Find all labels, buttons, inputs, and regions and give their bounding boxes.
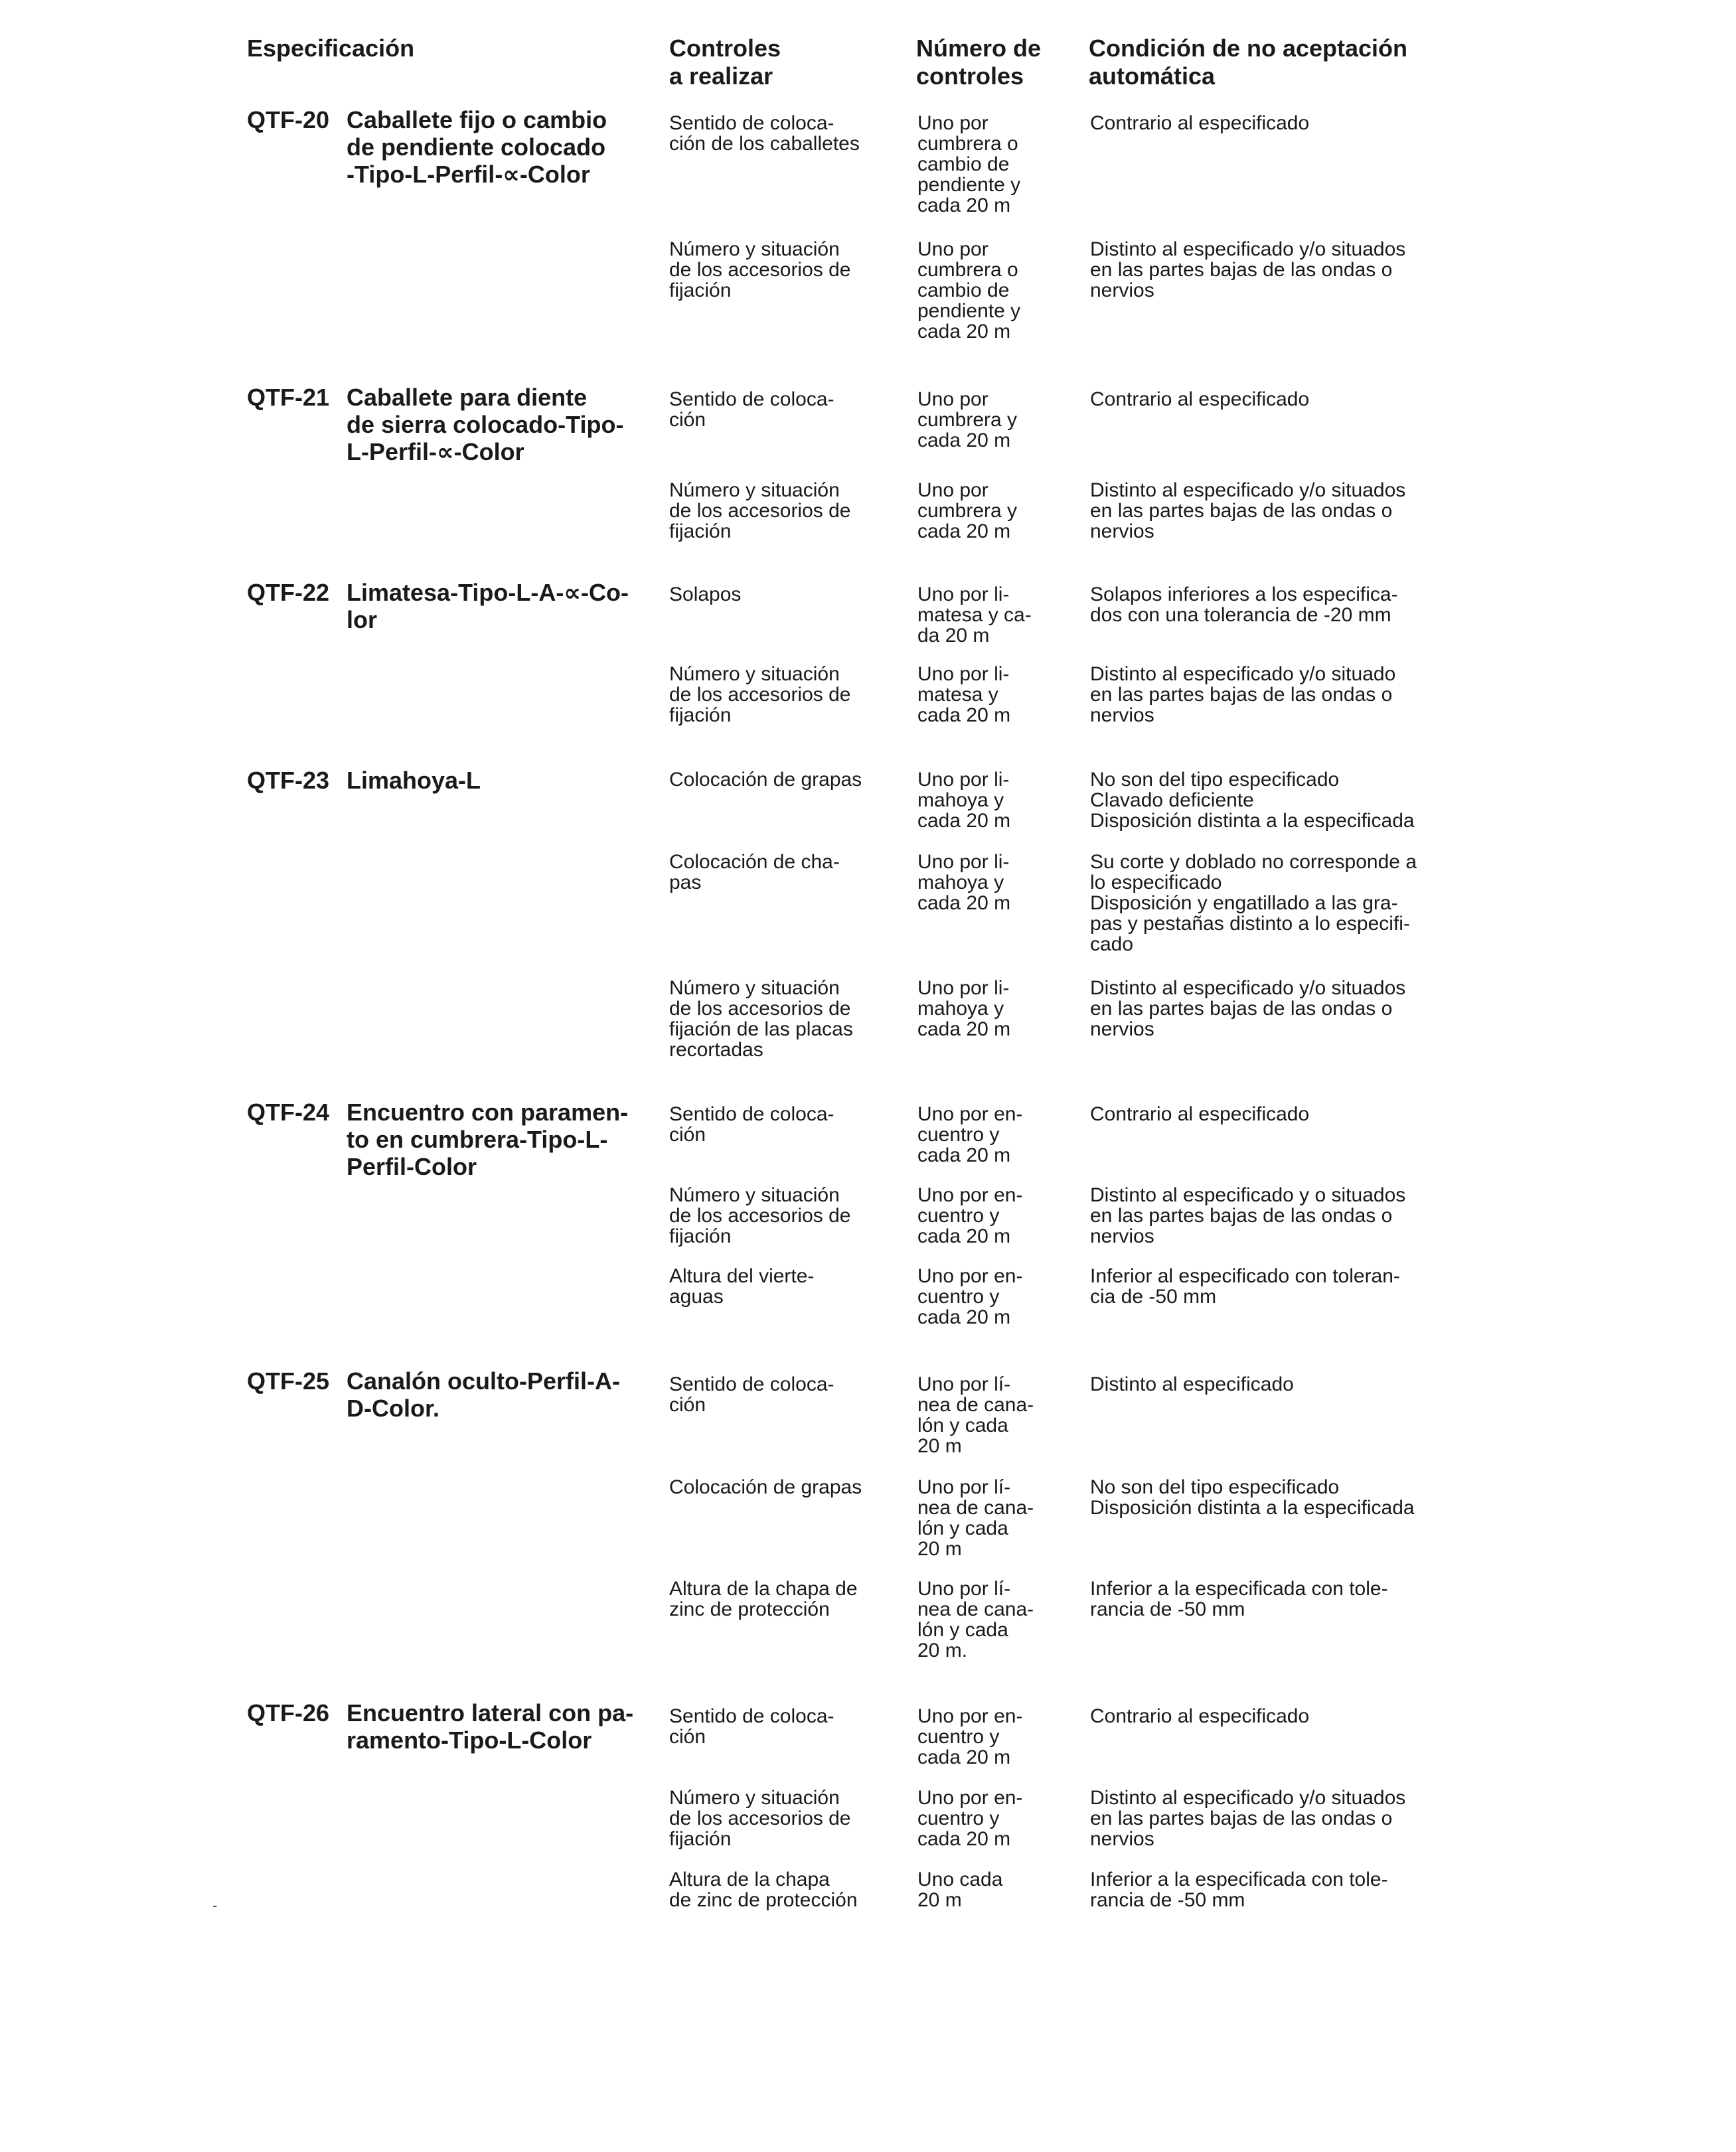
control-text: Sentido de coloca- ción: [669, 388, 834, 431]
control-condition: Contrario al especificado: [1090, 1705, 1310, 1727]
control-text: Altura de la chapa de zinc de protección: [669, 1578, 858, 1620]
control-number: Uno por li- matesa y cada 20 m: [917, 663, 1011, 726]
control-text: Sentido de coloca- ción: [669, 1705, 834, 1748]
control-number: Uno cada 20 m: [917, 1869, 1003, 1911]
control-condition: Distinto al especificado y o situados en las partes bajas de las ondas o nervios: [1090, 1184, 1406, 1247]
control-condition: Distinto al especificado y/o situados en las partes bajas de las ondas o nervios: [1090, 977, 1406, 1040]
header-number: Número de controles: [916, 35, 1042, 90]
spec-code: QTF-23: [247, 767, 330, 794]
spec-code: QTF-20: [247, 106, 330, 133]
spec-title: Limatesa-Tipo-L-A-∝-Co- lor: [347, 579, 629, 633]
spec-title: Canalón oculto-Perfil-A- D-Color.: [347, 1367, 620, 1422]
control-number: Uno por en- cuentro y cada 20 m: [917, 1705, 1023, 1768]
header-spec: Especificación: [247, 35, 415, 62]
control-condition: Contrario al especificado: [1090, 388, 1310, 410]
control-number: Uno por en- cuentro y cada 20 m: [917, 1184, 1023, 1247]
control-text: Colocación de grapas: [669, 1476, 862, 1498]
spec-title: Encuentro con paramen- to en cumbrera-Tipo-L- Perfil-Color: [347, 1099, 629, 1180]
control-number: Uno por lí- nea de cana- lón y cada 20 m: [917, 1476, 1034, 1560]
control-text: Colocación de grapas: [669, 769, 862, 791]
control-condition: Solapos inferiores a los especifica- dos con una tolerancia de -20 mm: [1090, 583, 1398, 626]
control-condition: Inferior al especificado con toleran- cia de -50 mm: [1090, 1265, 1400, 1308]
control-text: Sentido de coloca- ción: [669, 1373, 834, 1416]
control-condition: Su corte y doblado no corresponde a lo especificado Disposición y engatillado a las gra- pas y pestañas distinto a lo especifi- cado: [1090, 851, 1417, 955]
control-text: Número y situación de los accesorios de fijación: [669, 1184, 851, 1247]
spec-title: Encuentro lateral con pa- ramento-Tipo-L-Color: [347, 1699, 634, 1754]
control-condition: Contrario al especificado: [1090, 112, 1310, 134]
control-number: Uno por li- mahoya y cada 20 m: [917, 851, 1011, 914]
control-number: Uno por lí- nea de cana- lón y cada 20 m: [917, 1373, 1034, 1457]
control-number: Uno por cumbrera y cada 20 m: [917, 479, 1018, 542]
spec-code: QTF-26: [247, 1699, 330, 1727]
control-condition: Inferior a la especificada con tole- rancia de -50 mm: [1090, 1578, 1388, 1620]
control-number: Uno por cumbrera o cambio de pendiente y cada 20 m: [917, 112, 1021, 216]
control-number: Uno por lí- nea de cana- lón y cada 20 m.: [917, 1578, 1034, 1661]
spec-title: Caballete para diente de sierra colocado-Tipo- L-Perfil-∝-Color: [347, 384, 624, 465]
spec-code: QTF-24: [247, 1099, 330, 1126]
control-number: Uno por en- cuentro y cada 20 m: [917, 1787, 1023, 1850]
control-number: Uno por en- cuentro y cada 20 m: [917, 1103, 1023, 1166]
control-condition: Distinto al especificado y/o situados en las partes bajas de las ondas o nervios: [1090, 1787, 1406, 1850]
control-text: Número y situación de los accesorios de fijación de las placas recortadas: [669, 977, 853, 1061]
control-condition: No son del tipo especificado Disposición distinta a la especificada: [1090, 1476, 1415, 1519]
control-condition: Contrario al especificado: [1090, 1103, 1310, 1125]
spec-title: Caballete fijo o cambio de pendiente colocado -Tipo-L-Perfil-∝-Color: [347, 106, 607, 188]
control-text: Sentido de coloca- ción de los caballetes: [669, 112, 860, 155]
control-number: Uno por li- matesa y ca- da 20 m: [917, 583, 1032, 647]
control-condition: Distinto al especificado y/o situados en las partes bajas de las ondas o nervios: [1090, 238, 1406, 301]
control-condition: Distinto al especificado y/o situado en las partes bajas de las ondas o nervios: [1090, 663, 1396, 726]
control-condition: Distinto al especificado: [1090, 1373, 1294, 1395]
control-text: Número y situación de los accesorios de fijación: [669, 479, 851, 542]
spec-code: QTF-22: [247, 579, 330, 606]
control-number: Uno por cumbrera y cada 20 m: [917, 388, 1018, 451]
control-text: Altura de la chapa de zinc de protección: [669, 1869, 858, 1911]
control-number: Uno por cumbrera o cambio de pendiente y cada 20 m: [917, 238, 1021, 343]
control-text: Número y situación de los accesorios de fijación: [669, 1787, 851, 1850]
control-text: Número y situación de los accesorios de fijación: [669, 663, 851, 726]
control-number: Uno por li- mahoya y cada 20 m: [917, 769, 1011, 832]
control-text: Colocación de cha- pas: [669, 851, 840, 893]
control-text: Número y situación de los accesorios de fijación: [669, 238, 851, 301]
control-text: Altura del vierte- aguas: [669, 1265, 815, 1308]
header-controls: Controles a realizar: [669, 35, 781, 90]
control-number: Uno por en- cuentro y cada 20 m: [917, 1265, 1023, 1328]
control-condition: Inferior a la especificada con tole- rancia de -50 mm: [1090, 1869, 1388, 1911]
scan-speck: -: [212, 1897, 218, 1914]
spec-title: Limahoya-L: [347, 767, 481, 794]
control-text: Solapos: [669, 583, 742, 605]
control-number: Uno por li- mahoya y cada 20 m: [917, 977, 1011, 1040]
control-condition: No son del tipo especificado Clavado deficiente Disposición distinta a la especificada: [1090, 769, 1415, 832]
control-text: Sentido de coloca- ción: [669, 1103, 834, 1146]
control-condition: Distinto al especificado y/o situados en las partes bajas de las ondas o nervios: [1090, 479, 1406, 542]
spec-code: QTF-21: [247, 384, 330, 411]
header-condition: Condición de no aceptación automática: [1089, 35, 1408, 90]
spec-code: QTF-25: [247, 1367, 330, 1395]
